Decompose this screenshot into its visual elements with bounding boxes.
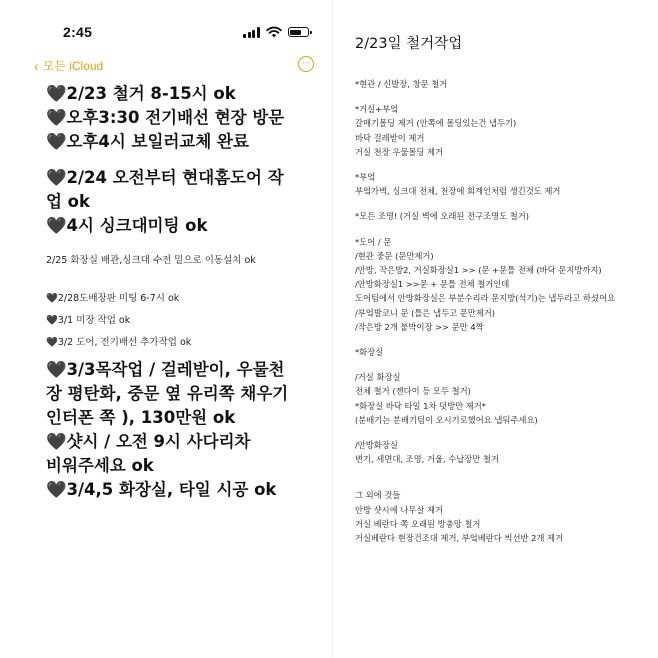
checklist-line: 거실 베란다 쪽 오래된 방충망 철거 (355, 518, 481, 529)
checklist-line: /작은방 2개 붙박이장 >> 문만 4짝 (355, 321, 484, 332)
checklist-spacer (355, 224, 655, 235)
checklist-line: 안방 샷시에 나무살 제거 (355, 504, 444, 515)
checklist-line: *모든 조명! (거실 벽에 오래된 전구조명도 철거) (355, 211, 530, 222)
note-spacer (46, 276, 316, 288)
checklist-line: 도어팀에서 안방화장실은 부분수리라 문지방(석기)는 냅두라고 하셨어요 (355, 293, 616, 304)
checklist-line: 바닥 걸레받이 제거 (355, 132, 425, 143)
battery-icon (288, 27, 309, 37)
checklist-line: 거실 천장 우물몰딩 제거 (355, 146, 444, 157)
checklist-spacer (355, 159, 655, 170)
checklist-line: *거실+부엌 (355, 104, 399, 115)
checklist-body (355, 77, 655, 545)
note-line: 🖤3/3목작업 / 걸레받이, 우물천 (46, 360, 285, 379)
note-line: 🖤오후3:30 전기배선 현장 방문 (46, 108, 285, 127)
note-line: 🖤3/1 미장 작업 ok (46, 315, 131, 326)
note-line: 🖤3/2 도어, 전기배선 추가작업 ok (46, 337, 192, 348)
back-label: 모든 iCloud (42, 59, 104, 73)
note-spacer (46, 238, 316, 250)
note-spacer (46, 154, 316, 166)
checklist-spacer (355, 427, 655, 438)
checklist-line: 그 외에 것들 (355, 490, 401, 501)
checklist-line: /현관 중문 (문만제거) (355, 250, 434, 261)
status-time: 2:45 (63, 24, 93, 40)
status-icons (243, 26, 309, 38)
note-line: 인터폰 쪽 ), 130만원 ok (46, 408, 236, 427)
nav-bar (0, 52, 328, 78)
checklist-line: /안방, 작은방2, 거실화장실1 >> (문 +문틀 전체 (바닥 문지방까지) (355, 265, 602, 276)
note-line: 🖤3/4,5 화장실, 타일 시공 ok (46, 480, 277, 499)
status-bar (0, 0, 328, 44)
checklist-line: 거실베란다 현장건조대 제거, 부엌베란다 빅선반 2개 제거 (355, 533, 564, 544)
checklist-line: /부엌발코니 문 (틀은 냅두고 문만제거) (355, 307, 496, 318)
checklist-line: *화장실 (355, 347, 384, 358)
checklist-line: /안방화장실1 >>문 + 문틀 전체 철거인데 (355, 279, 510, 290)
checklist-line: 갈매기몰딩 제거 (안쪽에 몰딩있는건 냅두기) (355, 118, 517, 129)
checklist-line: (분배기는 분배기팀이 오시기로했어요 냅둬주세요) (355, 414, 538, 425)
note-line: 장 평탄화, 중문 옆 유리쪽 채우기 (46, 384, 289, 403)
chevron-left-icon: ‹ (34, 57, 39, 74)
note-line: 비워주세요 ok (46, 456, 154, 475)
demolition-checklist (332, 0, 658, 658)
checklist-line: 변기, 세면대, 조명, 거울, 수납장만 철거 (355, 454, 499, 465)
checklist-line: *도어 / 문 (355, 236, 392, 247)
checklist-spacer (355, 359, 655, 370)
checklist-title: 2/23일 철거작업 (355, 36, 463, 52)
note-body[interactable] (46, 82, 316, 502)
checklist-line: /거실 화장실 (355, 372, 401, 383)
checklist-spacer (355, 198, 655, 209)
note-line: 2/25 화장실 배관,싱크대 수전 밑으로 이동설치 ok (46, 255, 256, 266)
note-line: 업 ok (46, 192, 90, 211)
checklist-line: *화장실 바닥 타일 1차 덧방만 제거* (355, 400, 486, 411)
notes-screenshot (0, 0, 328, 658)
checklist-line: /안방화장실 (355, 440, 398, 451)
ellipsis-icon: ··· (301, 58, 311, 69)
note-line: 🖤2/23 철거 8-15시 ok (46, 84, 236, 103)
cellular-signal-icon (243, 27, 260, 38)
note-line: 🖤2/24 오전부터 현대홈도어 작 (46, 168, 284, 187)
checklist-spacer (355, 466, 655, 477)
checklist-spacer (355, 91, 655, 102)
wifi-icon (266, 26, 282, 38)
note-line: 🖤샷시 / 오전 9시 사다리차 (46, 432, 251, 451)
back-button[interactable] (34, 57, 103, 74)
more-options-button[interactable] (298, 56, 314, 72)
checklist-spacer (355, 477, 655, 488)
checklist-line: *부엌 (355, 172, 376, 183)
note-line: 🖤4시 싱크대미팅 ok (46, 216, 208, 235)
checklist-spacer (355, 334, 655, 345)
checklist-line: 전체 철거 (젠다이 등 모두 철거) (355, 386, 471, 397)
checklist-line: *현관 / 신발장, 창문 철거 (355, 79, 448, 89)
note-line: 🖤오후4시 보일러교체 완료 (46, 132, 249, 151)
checklist-line: 부엌가벽, 싱크대 전체, 천장에 회계인처럼 생긴것도 제거 (355, 186, 561, 197)
note-line: 🖤2/28도배장판 미팅 6-7시 ok (46, 293, 180, 304)
